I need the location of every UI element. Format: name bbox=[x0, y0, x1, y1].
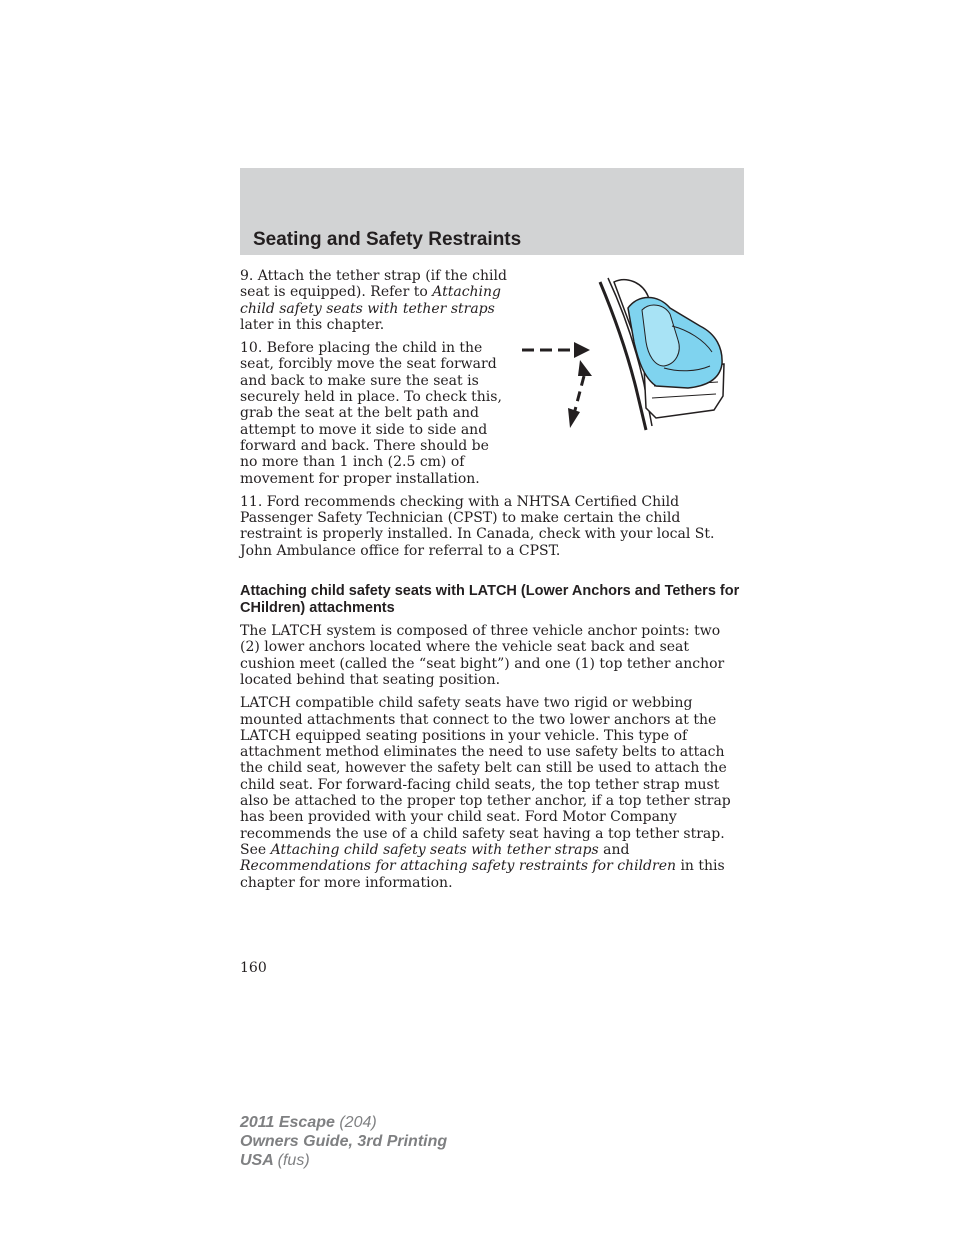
document-footer bbox=[240, 1113, 447, 1170]
footer-line-1 bbox=[240, 1113, 447, 1132]
footer-market-code: (fus) bbox=[277, 1152, 310, 1169]
page-content bbox=[240, 268, 744, 898]
body-text: 9. Attach the tether strap (if the child seat is equipped). Refer to bbox=[240, 268, 507, 301]
cross-reference-text: Attaching child safety seats with tether straps bbox=[240, 284, 502, 317]
body-text: LATCH compatible child safety seats have two rigid or webbing mounted attachments that connect to the two lower anchors at the LATCH equipped seating positions in your vehicle. This type of attachment method eliminates the need to use safety belts to attach the child seat, however the safety belt can still be used to attach the child seat. For forward-facing child seats, the top tether strap must also be attached to the proper top tether anchor, if a top tether strap has been provided with your child seat. Ford Motor Company recommends the use of a child safety seat having a top tether strap. See bbox=[240, 695, 731, 858]
footer-line-2: Owners Guide, 3rd Printing bbox=[240, 1133, 448, 1150]
side-arrow-head-up bbox=[578, 360, 592, 376]
body-text: 11. Ford recommends checking with a NHTSA Certified Child Passenger Safety Technician (CPST) to make certain the child restraint is properly installed. In Canada, check with your local St. John Ambulance office for referral to a CPST. bbox=[240, 493, 715, 559]
body-text: The LATCH system is composed of three vehicle anchor points: two (2) lower anchors located where the vehicle seat back and seat cushion meet (called the “seat bight”) and one (1) top tether anchor located behind that seating position. bbox=[240, 623, 725, 688]
section-header-band bbox=[240, 168, 744, 255]
latch-heading: Attaching child safety seats with LATCH (Lower Anchors and Tethers for CHildren) attachments bbox=[240, 583, 740, 616]
child-seat-illustration bbox=[518, 268, 744, 458]
forward-back-arrow-head bbox=[574, 342, 590, 358]
footer-model-code: (204) bbox=[339, 1114, 377, 1131]
body-text: 10. Before placing the child in the seat, forcibly move the seat forward and back to make sure the seat is securely held in place. To check this, grab the seat at the belt path and attempt to move it side to side and forward and back. There should be no more than 1 inch (2.5 cm) of movement for proper installation. bbox=[240, 340, 502, 487]
latch-paragraph-2 bbox=[240, 695, 744, 891]
section-title: Seating and Safety Restraints bbox=[253, 229, 522, 250]
latch-paragraph-1 bbox=[240, 623, 744, 688]
page-number: 160 bbox=[240, 960, 267, 976]
body-text: in this chapter for more information. bbox=[240, 858, 725, 891]
footer-model: 2011 Escape bbox=[240, 1114, 335, 1131]
body-text: and bbox=[598, 841, 630, 858]
step-11 bbox=[240, 494, 744, 559]
side-arrow-line bbox=[574, 376, 584, 414]
cross-reference-text: Attaching child safety seats with tether straps bbox=[270, 841, 599, 858]
side-arrow-head-down bbox=[568, 408, 580, 428]
footer-market: USA bbox=[240, 1152, 274, 1169]
body-text: later in this chapter. bbox=[240, 316, 385, 333]
cross-reference-text: Recommendations for attaching safety restraints for children bbox=[240, 858, 676, 875]
footer-line-3 bbox=[240, 1151, 447, 1170]
